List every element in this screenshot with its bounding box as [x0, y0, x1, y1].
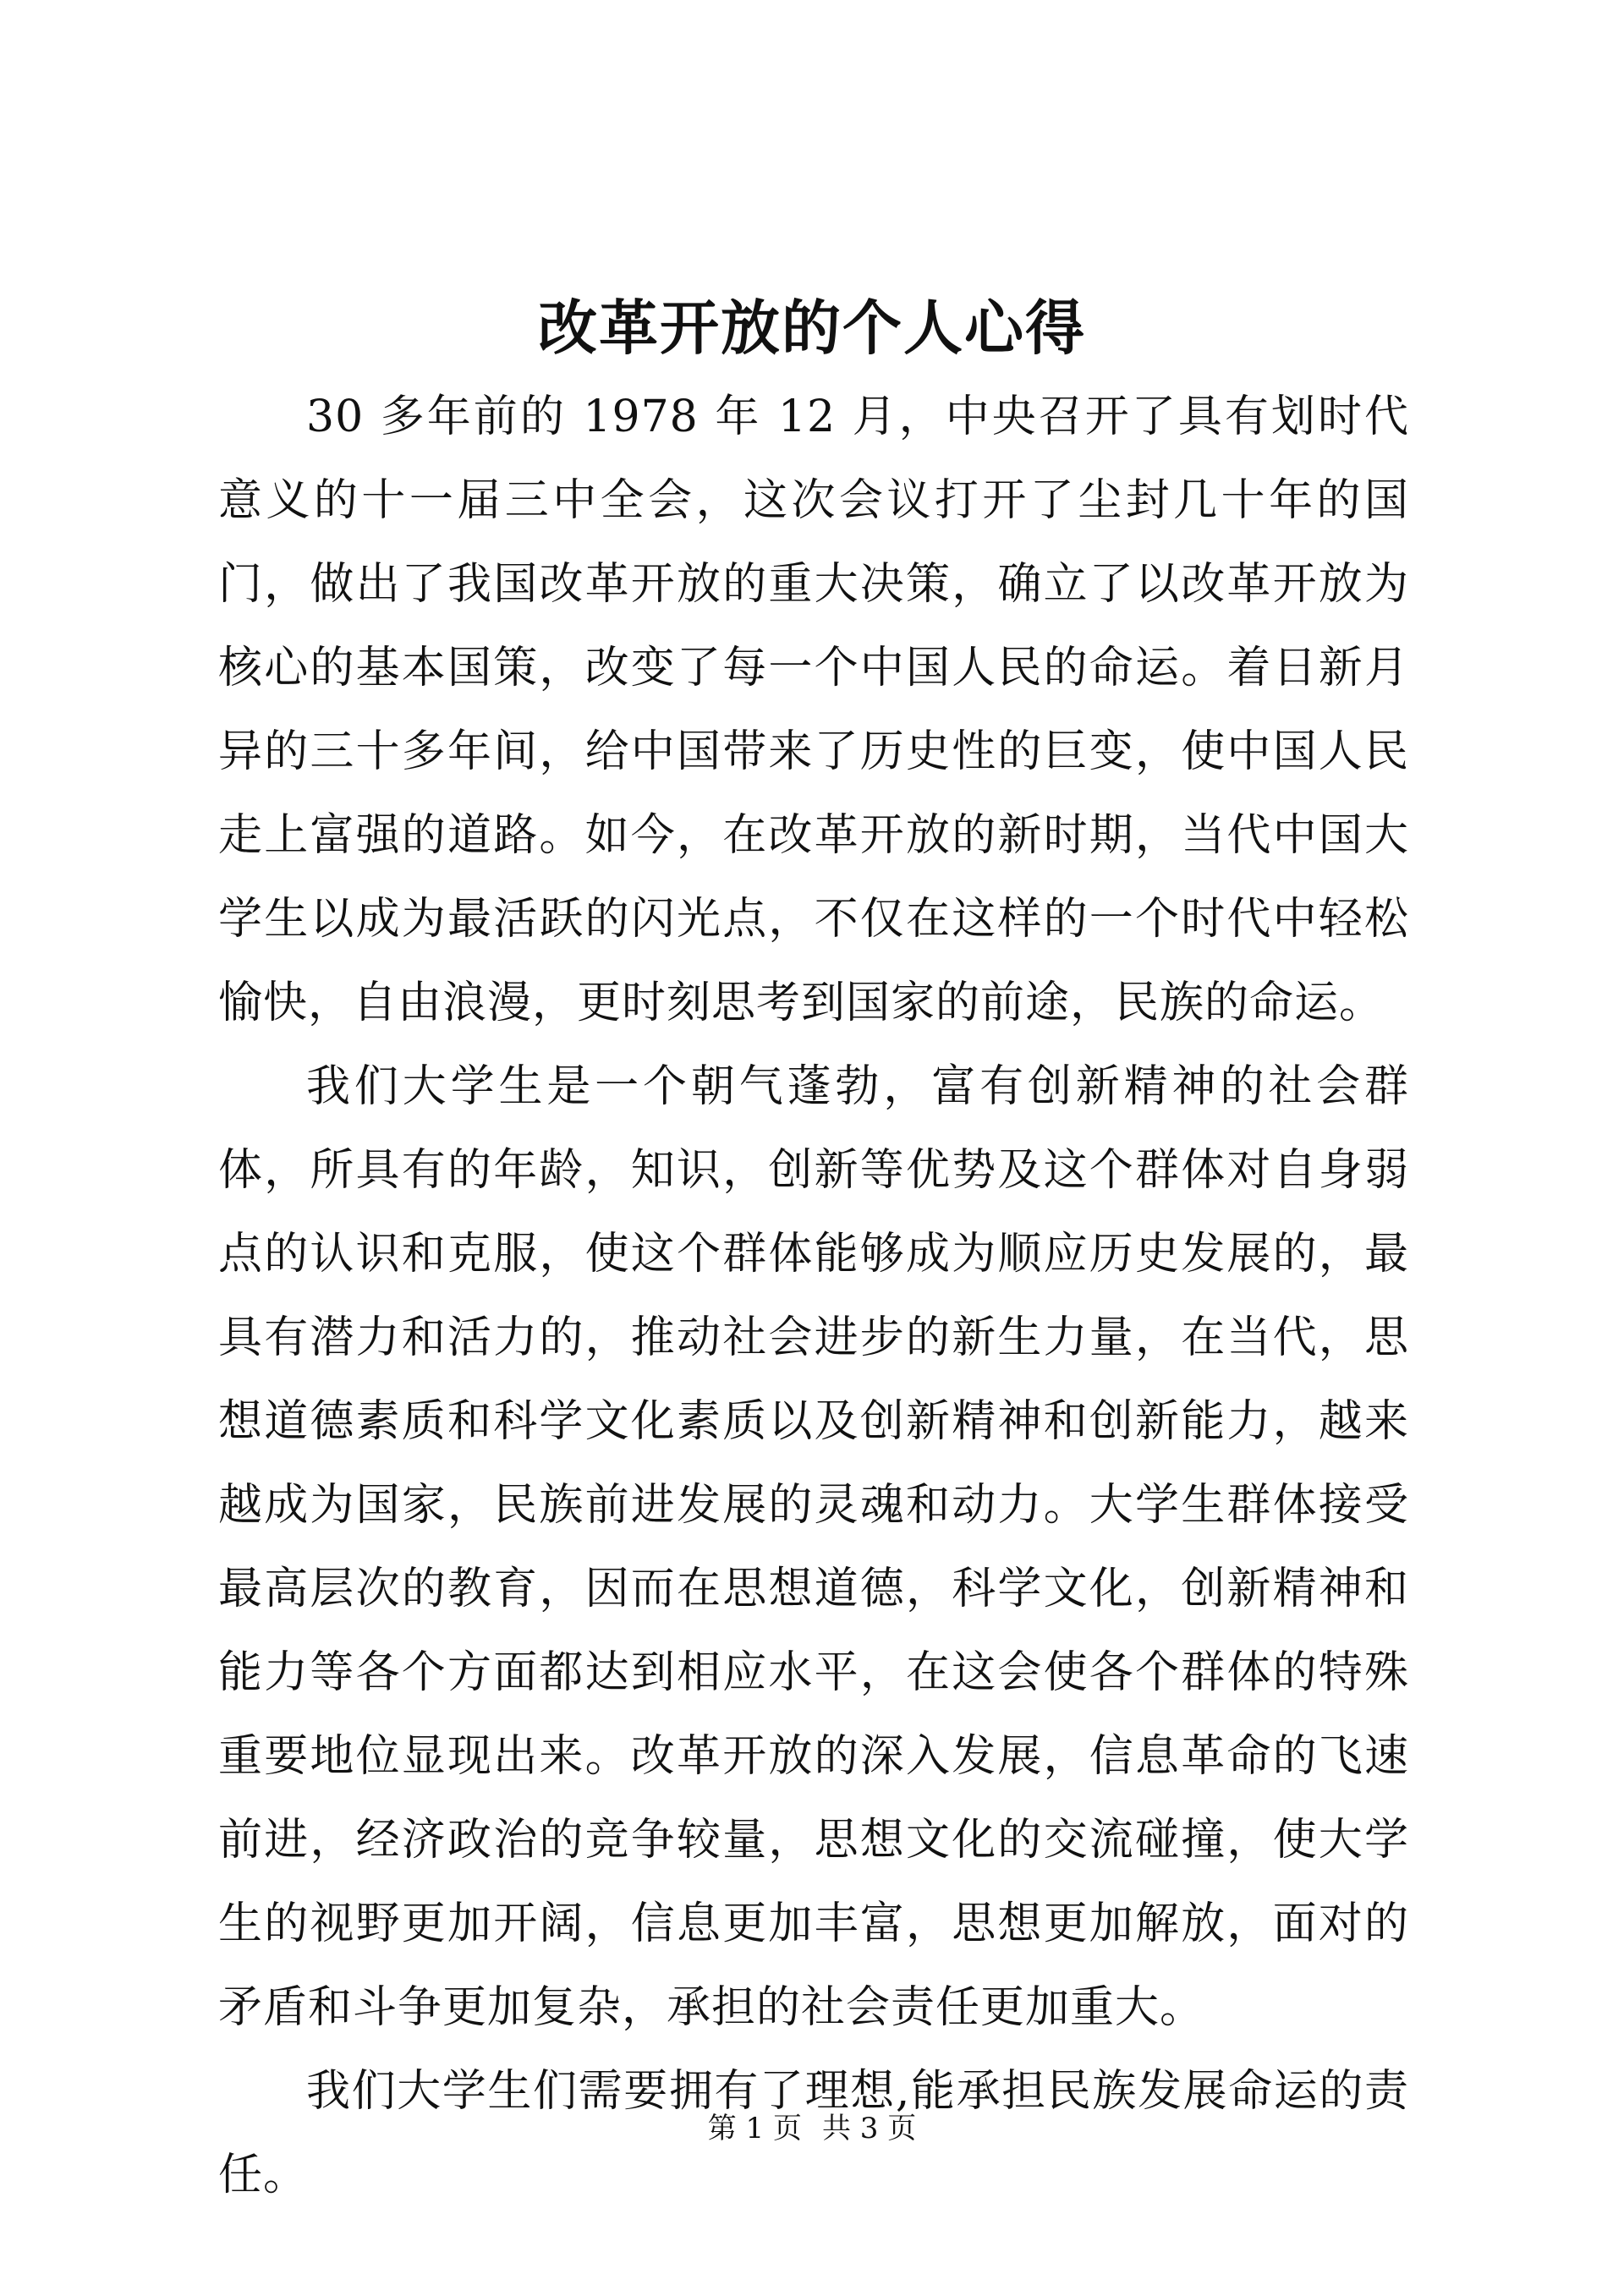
document-title: 改革开放的个人心得 [538, 293, 1086, 363]
page-number-total: 共 3 页 [822, 2112, 917, 2145]
paragraph-2: 我们大学生是一个朝气蓬勃，富有创新精神的社会群体，所具有的年龄，知识，创新等优势及这个群体对自身弱点的认识和克服，使这个群体能够成为顺应历史发展的，最具有潜力和活力的，推动社会进步的新生力量，在当代，思想道德素质和科学文化素质以及创新精神和创新能力，越来越成为国家，民族前进发展的灵魂和动力。大学生群体接受最高层次的教育，因而在思想道德，科学文化，创新精神和能力等各个方面都达到相应水平，在这会使各个群体的特殊重要地位显现出来。改革开放的深入发展，信息革命的飞速前进，经济政治的竞争较量，思想文化的交流碰撞，使大学生的视野更加开阔，信息更加丰富，思想更加解放，面对的矛盾和斗争更加复杂，承担的社会责任更加重大。 [218, 1061, 1409, 2033]
paragraph-3: 我们大学生们需要拥有了理想,能承担民族发展命运的责任。 [218, 2066, 1409, 2200]
page-footer [0, 2107, 1624, 2150]
document-body [218, 375, 1409, 2217]
paragraph-1: 30 多年前的 1978 年 12 月，中央召开了具有划时代意义的十一届三中全会，这次会议打开了尘封几十年的国门，做出了我国改革开放的重大决策，确立了以改革开放为核心的基本国策，改变了每一个中国人民的命运。着日新月异的三十多年间，给中国带来了历史性的巨变，使中国人民走上富强的道路。如今，在改革开放的新时期，当代中国大学生以成为最活跃的闪光点，不仅在这样的一个时代中轻松愉快，自由浪漫，更时刻思考到国家的前途，民族的命运。 [218, 392, 1409, 1028]
page-number-current: 第 1 页 [707, 2112, 802, 2145]
